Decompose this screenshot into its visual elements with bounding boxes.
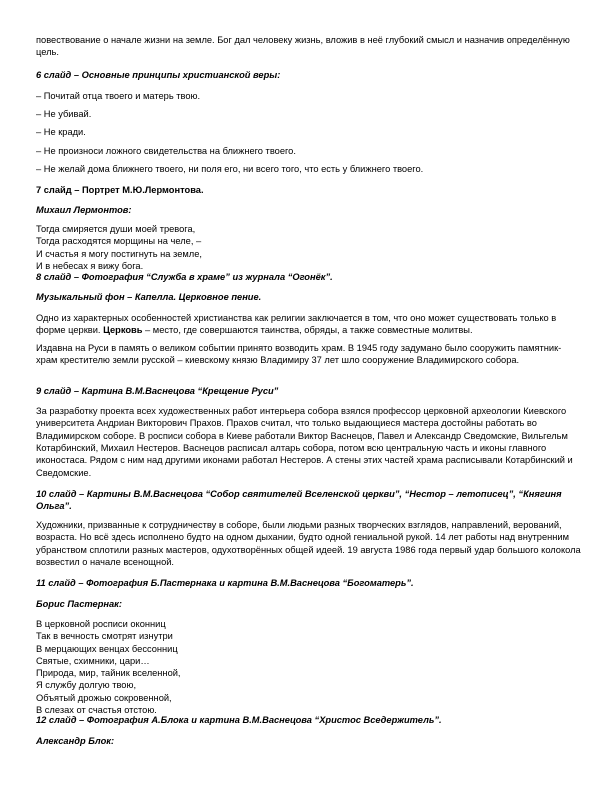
- verse-line: Так в вечность смотрят изнутри: [36, 631, 173, 642]
- author-lermontov: Михаил Лермонтов:: [36, 205, 132, 215]
- church-term: Церковь: [103, 325, 143, 336]
- paragraph-intro: повествование о начале жизни на земле. Бог дал человеку жизнь, вложив в неё глубокий смысл и назначив определённую цель.: [36, 35, 570, 58]
- verse-line: Тогда расходятся морщины на челе, –: [36, 236, 202, 247]
- verse-line: В мерцающих венцах бессонниц: [36, 643, 178, 654]
- verse-line: Природа, мир, тайник вселенной,: [36, 668, 181, 679]
- paragraph-prakhov: За разработку проекта всех художественных работ интерьера собора взялся профессор церковной археологии Киевского университета Андриан Викторович Прахов. Прахов считал, что только выдающиеся мастера достойны работать во Владимирском соборе. В росписи собора в Киеве работали Виктор Васнецов, Павел и Александр Сведомские, Вильгельм Котарбинский, Михаил Нестеров. Васнецов расписал алтарь собора, потом всю центральную часть и иконы главного иконостаса. Рядом с ним над другими иконами работал Нестеров. А стены этих частей храма расписывали Котарбинский и Сведомские.: [36, 406, 573, 478]
- paragraph-temple: Издавна на Руси в память о великом событии принято возводить храм. В 1945 году задумано было сооружить памятник-храм крестителю земли русской – киевскому князю Владимиру 37 лет шло сооружение Владимирского собора.: [36, 343, 562, 366]
- commandment-5: – Не желай дома ближнего твоего, ни поля его, ни всего того, что есть у ближнего твоего.: [36, 164, 424, 174]
- verse-lermontov: [36, 223, 581, 272]
- church-text-b: – место, где совершаются таинства, обряды, а также совместные молитвы.: [142, 325, 473, 336]
- commandment-1: – Почитай отца твоего и матерь твою.: [36, 91, 201, 101]
- heading-slide-8: 8 слайд – Фотография “Служба в храме” из журнала “Огонёк”.: [36, 272, 333, 282]
- commandment-3: – Не кради.: [36, 127, 86, 137]
- verse-line: Тогда смиряется души моей тревога,: [36, 224, 196, 234]
- verse-line: И в небесах я вижу бога.: [36, 260, 144, 271]
- verse-line: Я службу долгую твою,: [36, 680, 137, 691]
- heading-slide-12: 12 слайд – Фотография А.Блока и картина В.М.Васнецова “Христос Вседержитель”.: [36, 715, 442, 725]
- verse-pasternak: [36, 618, 581, 716]
- heading-slide-10: 10 слайд – Картины В.М.Васнецова “Собор святителей Вселенской церкви”, “Нестор – летописец”, “Княгиня Ольга”.: [36, 489, 562, 512]
- commandment-4: – Не произноси ложного свидетельства на ближнего твоего.: [36, 146, 296, 156]
- paragraph-artists: Художники, призванные к сотрудничеству в соборе, были людьми разных творческих взглядов, направлений, верований, возраста. Но всё здесь исполнено будто на одном дыхании, будто одной гениальной рукой. 14 лет работы над внутренним убранством сплотили разных мастеров, одухотворённых общей идеей. 19 августа 1986 года первый удар большого колокола возвестил о начале всенощной.: [36, 520, 581, 568]
- verse-line: В слезах от счастья отстою.: [36, 704, 157, 715]
- heading-slide-6: 6 слайд – Основные принципы христианской веры:: [36, 70, 281, 80]
- heading-slide-7: 7 слайд – Портрет М.Ю.Лермонтова.: [36, 185, 204, 195]
- verse-line: Святые, схимники, цари…: [36, 655, 150, 666]
- verse-line: В церковной росписи оконниц: [36, 619, 166, 629]
- commandment-2: – Не убивай.: [36, 109, 92, 119]
- church-text-a: Одно из характерных особенностей христианства как религии заключается в том, что оно может существовать только в форме церкви.: [36, 313, 557, 336]
- author-blok: Александр Блок:: [36, 736, 115, 746]
- verse-line: Объятый дрожью сокровенной,: [36, 692, 172, 703]
- music-note: Музыкальный фон – Капелла. Церковное пение.: [36, 292, 262, 302]
- heading-slide-9: 9 слайд – Картина В.М.Васнецова “Крещение Руси”: [36, 386, 279, 396]
- heading-slide-11: 11 слайд – Фотография Б.Пастернака и картина В.М.Васнецова “Богоматерь”.: [36, 578, 414, 588]
- verse-line: И счастья я могу постигнуть на земле,: [36, 248, 202, 259]
- paragraph-church: [36, 312, 581, 337]
- author-pasternak: Борис Пастернак:: [36, 599, 122, 609]
